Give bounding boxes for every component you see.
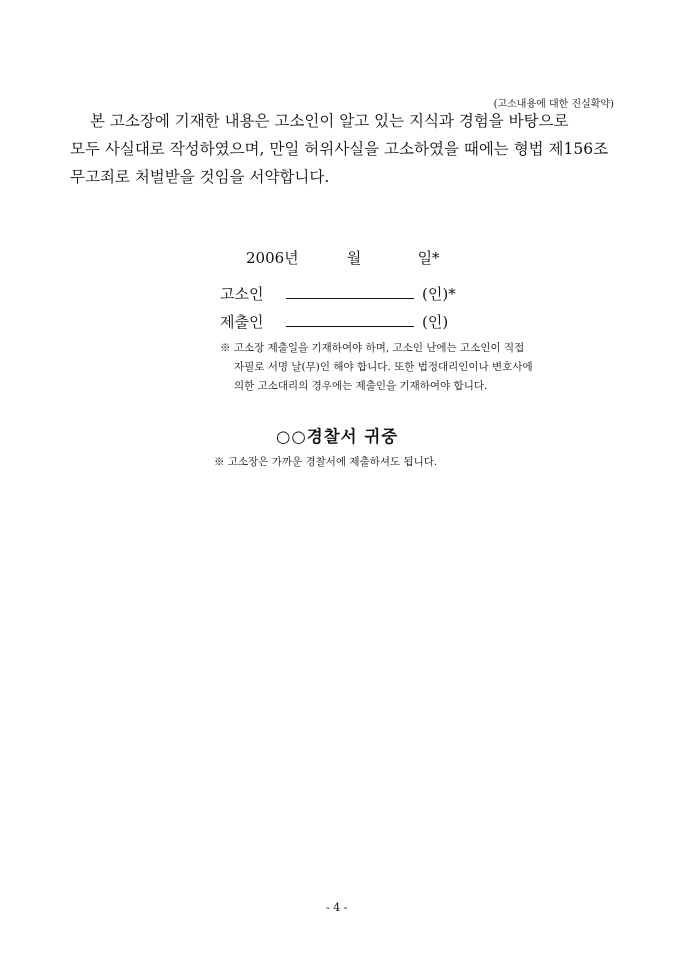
submitter-name-blank[interactable] [286,313,414,327]
complainant-name-blank[interactable] [286,285,414,299]
filing-notice [220,339,533,396]
date-day: 일* [417,249,440,267]
submitter-seal: (인) [422,313,449,331]
addressee-police-station: ○○경찰서 귀중 [276,427,399,446]
declaration-line-3: 무고죄로 처벌받을 것임을 서약합니다. [70,168,330,186]
date-year: 2006년 [246,249,299,267]
declaration-line-2: 모두 사실대로 작성하였으며, 만일 허위사실을 고소하였을 때에는 형법 제156조 [70,140,609,158]
page-number: - 4 - [326,901,348,914]
truth-pledge-heading: (고소내용에 대한 진실확약) [493,99,614,110]
date-row [246,247,440,268]
complainant-seal: (인)* [422,285,456,303]
declaration-paragraph [70,107,618,191]
submission-note: ※ 고소장은 가까운 경찰서에 제출하셔도 됩니다. [214,456,438,468]
notice-line-3: 의한 고소대리의 경우에는 제출인을 기재하여야 합니다. [234,380,488,392]
submitter-signature-row [220,311,448,332]
notice-line-2: 자필로 서명 날(무)인 해야 합니다. 또한 법정대리인이나 변호사에 [234,361,533,373]
complainant-label: 고소인 [220,285,264,303]
complainant-signature-row [220,283,456,304]
notice-line-1: ※ 고소장 제출일을 기재하여야 하며, 고소인 난에는 고소인이 직접 [220,342,525,354]
submitter-label: 제출인 [220,313,264,331]
date-month: 월 [346,249,362,267]
declaration-line-1: 본 고소장에 기재한 내용은 고소인이 알고 있는 지식과 경험을 바탕으로 [90,112,569,130]
